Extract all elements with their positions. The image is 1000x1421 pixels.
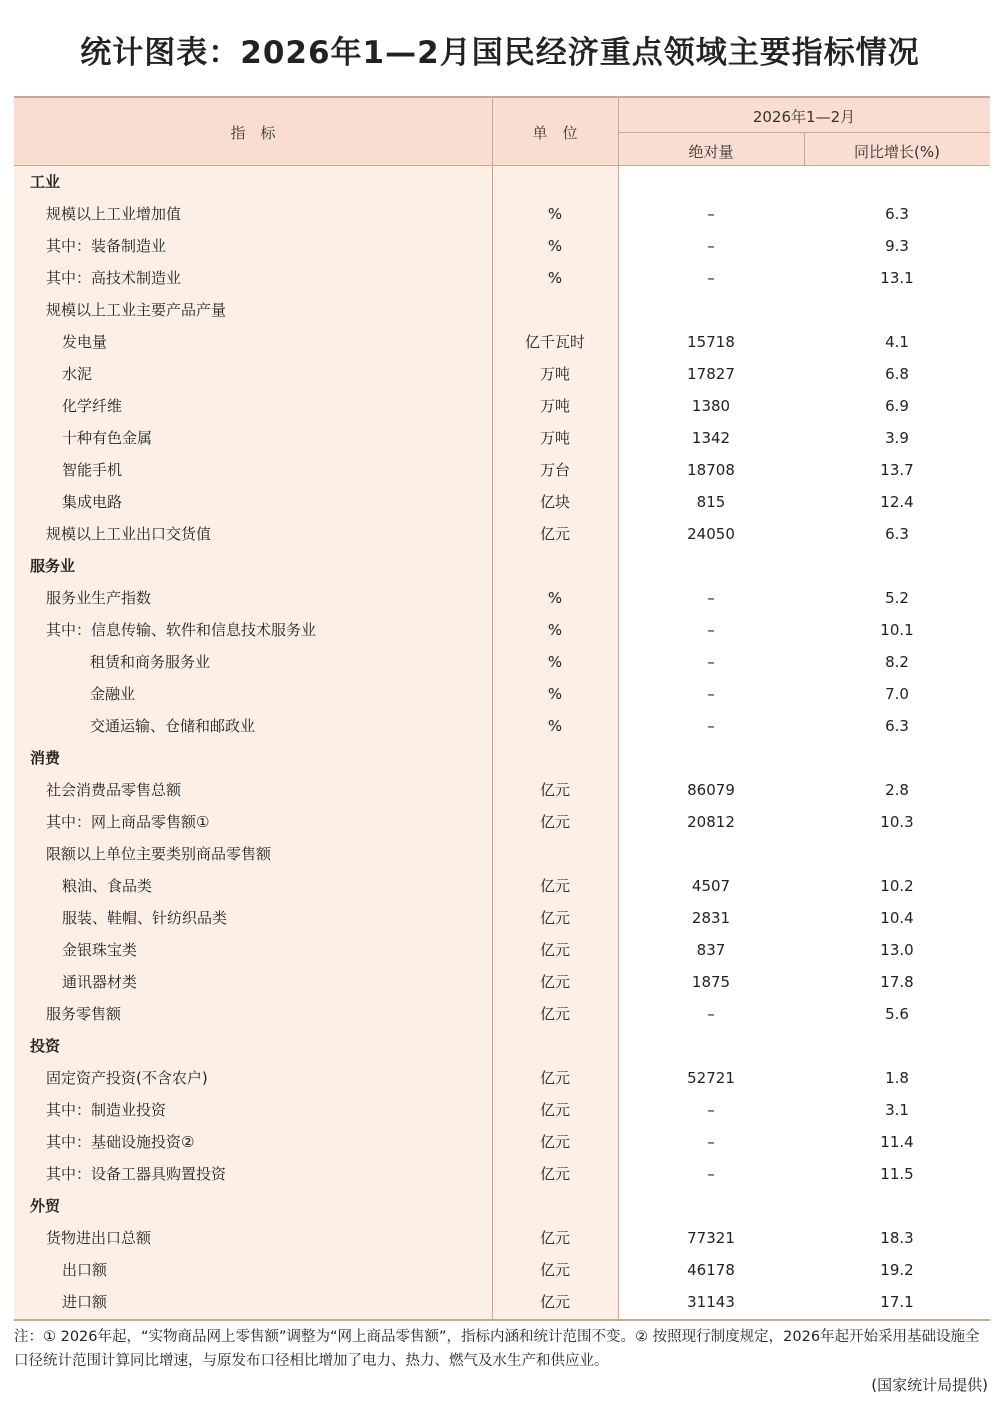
row-label: 智能手机 [62, 461, 123, 479]
table-row [14, 774, 990, 806]
row-absolute: – [707, 1165, 715, 1183]
row-unit [492, 166, 618, 198]
row-label: 服务零售额 [46, 1005, 122, 1023]
row-label: 限额以上单位主要类别商品零售额 [46, 845, 272, 863]
row-unit: 亿元 [539, 1165, 570, 1183]
row-label: 其中：基础设施投资② [46, 1133, 195, 1151]
row-growth [804, 742, 990, 774]
row-unit [492, 1190, 618, 1222]
row-label: 社会消费品零售总额 [46, 781, 182, 799]
table-row [14, 358, 990, 390]
row-unit: 万吨 [539, 365, 570, 383]
row-label: 水泥 [62, 365, 93, 383]
row-growth [804, 1030, 990, 1062]
row-label: 发电量 [62, 333, 108, 351]
row-absolute: 1875 [691, 973, 731, 991]
row-unit: 亿元 [539, 1069, 570, 1087]
row-label: 货物进出口总额 [46, 1229, 152, 1247]
row-growth: 6.3 [885, 205, 909, 223]
table-row [14, 1126, 990, 1158]
row-absolute: 17827 [687, 365, 735, 383]
table-row [14, 806, 990, 838]
row-unit: % [547, 237, 563, 255]
row-growth: 18.3 [880, 1229, 914, 1247]
row-unit: % [547, 717, 563, 735]
row-absolute: – [707, 205, 715, 223]
row-growth [804, 838, 990, 870]
row-unit: 亿元 [539, 525, 570, 543]
row-absolute: – [707, 237, 715, 255]
row-growth: 13.0 [880, 941, 914, 959]
row-growth: 5.6 [885, 1005, 909, 1023]
table-row [14, 582, 990, 614]
row-unit: 亿千瓦时 [524, 333, 585, 351]
footnote: 注：① 2026年起，“实物商品网上零售额”调整为“网上商品零售额”，指标内涵和统计范围不变。② 按照现行制度规定，2026年起开始采用基础设施全口径统计范围计算同比增速，与原发布口径相比增加了电力、热力、燃气及水生产和供应业。 [14, 1329, 980, 1369]
row-unit: 亿元 [539, 1293, 570, 1311]
row-label: 进口额 [62, 1293, 108, 1311]
row-label: 出口额 [62, 1261, 108, 1279]
row-label: 其中：设备工器具购置投资 [46, 1165, 227, 1183]
table-header [14, 96, 990, 166]
row-growth: 2.8 [885, 781, 909, 799]
row-absolute [618, 838, 804, 870]
category-row [14, 1190, 990, 1222]
row-unit: 亿元 [539, 1101, 570, 1119]
row-label: 规模以上工业增加值 [46, 205, 182, 223]
table-row [14, 198, 990, 230]
row-label: 其中：装备制造业 [46, 237, 167, 255]
row-label: 外贸 [30, 1197, 61, 1215]
table-row [14, 262, 990, 294]
row-unit: 亿元 [539, 909, 570, 927]
header-absolute: 绝对量 [688, 143, 734, 161]
row-label: 粮油、食品类 [62, 877, 153, 895]
row-absolute [618, 1030, 804, 1062]
row-unit: 亿元 [539, 973, 570, 991]
row-label: 服装、鞋帽、针纺织品类 [62, 909, 228, 927]
row-absolute: 52721 [687, 1069, 735, 1087]
table-row [14, 294, 990, 326]
row-label: 固定资产投资(不含农户) [46, 1069, 208, 1087]
row-absolute [618, 1190, 804, 1222]
table-bottom-rule [14, 1319, 990, 1321]
row-growth: 8.2 [885, 653, 909, 671]
row-growth: 6.3 [885, 525, 909, 543]
row-label: 规模以上工业出口交货值 [46, 525, 212, 543]
row-absolute: – [707, 621, 715, 639]
row-unit: 万吨 [539, 397, 570, 415]
row-absolute: 24050 [687, 525, 735, 543]
row-growth [804, 550, 990, 582]
source-credit: (国家统计局提供) [871, 1376, 988, 1394]
row-label: 投资 [30, 1037, 61, 1055]
row-absolute: – [707, 717, 715, 735]
row-label: 其中：高技术制造业 [46, 269, 182, 287]
row-unit: 亿元 [539, 781, 570, 799]
row-absolute: 837 [696, 941, 726, 959]
row-unit: 亿元 [539, 1005, 570, 1023]
row-growth: 10.1 [880, 621, 914, 639]
row-absolute: – [707, 1101, 715, 1119]
table-row [14, 934, 990, 966]
row-label: 其中：制造业投资 [46, 1101, 167, 1119]
row-absolute: 4507 [691, 877, 731, 895]
row-absolute: – [707, 1005, 715, 1023]
table-row [14, 1254, 990, 1286]
row-growth: 6.3 [885, 717, 909, 735]
header-period: 2026年1—2月 [752, 108, 856, 126]
row-growth: 12.4 [880, 493, 914, 511]
row-growth: 9.3 [885, 237, 909, 255]
row-absolute: – [707, 685, 715, 703]
table-row [14, 326, 990, 358]
header-growth: 同比增长(%) [854, 143, 940, 161]
row-unit [492, 1030, 618, 1062]
table-row [14, 710, 990, 742]
row-label: 其中：信息传输、软件和信息技术服务业 [46, 621, 317, 639]
row-label: 服务业生产指数 [46, 589, 152, 607]
row-unit: 亿元 [539, 941, 570, 959]
row-unit: % [547, 685, 563, 703]
row-absolute: 2831 [691, 909, 731, 927]
row-growth: 6.8 [885, 365, 909, 383]
row-growth: 11.4 [880, 1133, 914, 1151]
row-absolute: 1342 [691, 429, 731, 447]
row-label: 十种有色金属 [62, 429, 153, 447]
row-unit: 亿元 [539, 1229, 570, 1247]
table-row [14, 838, 990, 870]
row-label: 工业 [30, 173, 61, 191]
row-absolute [618, 550, 804, 582]
header-indicator: 指 标 [230, 124, 276, 142]
row-label: 通讯器材类 [62, 973, 138, 991]
row-absolute: 15718 [687, 333, 735, 351]
row-growth: 4.1 [885, 333, 909, 351]
table-row [14, 678, 990, 710]
row-label: 集成电路 [62, 493, 123, 511]
row-label: 金银珠宝类 [62, 941, 138, 959]
row-absolute [618, 166, 804, 198]
row-unit: 亿元 [539, 1261, 570, 1279]
row-growth: 3.9 [885, 429, 909, 447]
category-row [14, 166, 990, 198]
table-row [14, 998, 990, 1030]
row-growth [804, 1190, 990, 1222]
row-absolute: 77321 [687, 1229, 735, 1247]
table-row [14, 1062, 990, 1094]
row-unit: % [547, 589, 563, 607]
table-row [14, 486, 990, 518]
table-row [14, 422, 990, 454]
row-absolute: 18708 [687, 461, 735, 479]
indicator-table [14, 96, 990, 1319]
row-absolute: 20812 [687, 813, 735, 831]
row-growth: 13.1 [880, 269, 914, 287]
row-label: 消费 [30, 749, 61, 767]
row-growth: 7.0 [885, 685, 909, 703]
table-row [14, 390, 990, 422]
row-growth: 11.5 [880, 1165, 914, 1183]
row-absolute: – [707, 269, 715, 287]
table-row [14, 1094, 990, 1126]
row-label: 服务业 [30, 557, 76, 575]
row-growth: 17.1 [880, 1293, 914, 1311]
row-absolute [618, 294, 804, 326]
row-unit: % [547, 269, 563, 287]
header-subdivider [804, 132, 805, 166]
table-row [14, 518, 990, 550]
row-unit: 亿元 [539, 1133, 570, 1151]
table-row [14, 1158, 990, 1190]
row-label: 金融业 [90, 685, 136, 703]
row-growth: 3.1 [885, 1101, 909, 1119]
row-growth: 19.2 [880, 1261, 914, 1279]
page-title: 统计图表：2026年1—2月国民经济重点领域主要指标情况 [80, 35, 920, 71]
row-unit [492, 838, 618, 870]
row-absolute: – [707, 1133, 715, 1151]
row-growth: 5.2 [885, 589, 909, 607]
row-unit: 亿块 [539, 493, 570, 511]
table-row [14, 646, 990, 678]
row-growth: 17.8 [880, 973, 914, 991]
category-row [14, 742, 990, 774]
table-row [14, 870, 990, 902]
table-row [14, 614, 990, 646]
category-row [14, 1030, 990, 1062]
row-absolute: 31143 [687, 1293, 735, 1311]
row-growth: 13.7 [880, 461, 914, 479]
row-absolute: – [707, 589, 715, 607]
row-unit [492, 550, 618, 582]
row-unit: 亿元 [539, 813, 570, 831]
row-absolute: – [707, 653, 715, 671]
header-unit: 单 位 [532, 124, 578, 142]
row-label: 化学纤维 [62, 397, 123, 415]
row-growth: 6.9 [885, 397, 909, 415]
row-unit [492, 294, 618, 326]
row-growth [804, 294, 990, 326]
row-unit: 万吨 [539, 429, 570, 447]
row-unit: 亿元 [539, 877, 570, 895]
row-absolute [618, 742, 804, 774]
table-row [14, 454, 990, 486]
row-growth [804, 166, 990, 198]
table-row [14, 966, 990, 998]
table-row [14, 902, 990, 934]
row-growth: 10.3 [880, 813, 914, 831]
row-label: 其中：网上商品零售额① [46, 813, 210, 831]
row-unit: % [547, 205, 563, 223]
row-growth: 10.4 [880, 909, 914, 927]
row-label: 租赁和商务服务业 [90, 653, 211, 671]
row-label: 交通运输、仓储和邮政业 [90, 717, 256, 735]
row-unit [492, 742, 618, 774]
row-absolute: 86079 [687, 781, 735, 799]
row-absolute: 46178 [687, 1261, 735, 1279]
row-unit: % [547, 621, 563, 639]
row-unit: 万台 [539, 461, 570, 479]
table-row [14, 1286, 990, 1318]
row-absolute: 815 [696, 493, 726, 511]
table-row [14, 1222, 990, 1254]
row-label: 规模以上工业主要产品产量 [46, 301, 227, 319]
row-growth: 1.8 [885, 1069, 909, 1087]
row-absolute: 1380 [691, 397, 731, 415]
table-body [14, 166, 990, 1318]
row-growth: 10.2 [880, 877, 914, 895]
category-row [14, 550, 990, 582]
row-unit: % [547, 653, 563, 671]
table-row [14, 230, 990, 262]
